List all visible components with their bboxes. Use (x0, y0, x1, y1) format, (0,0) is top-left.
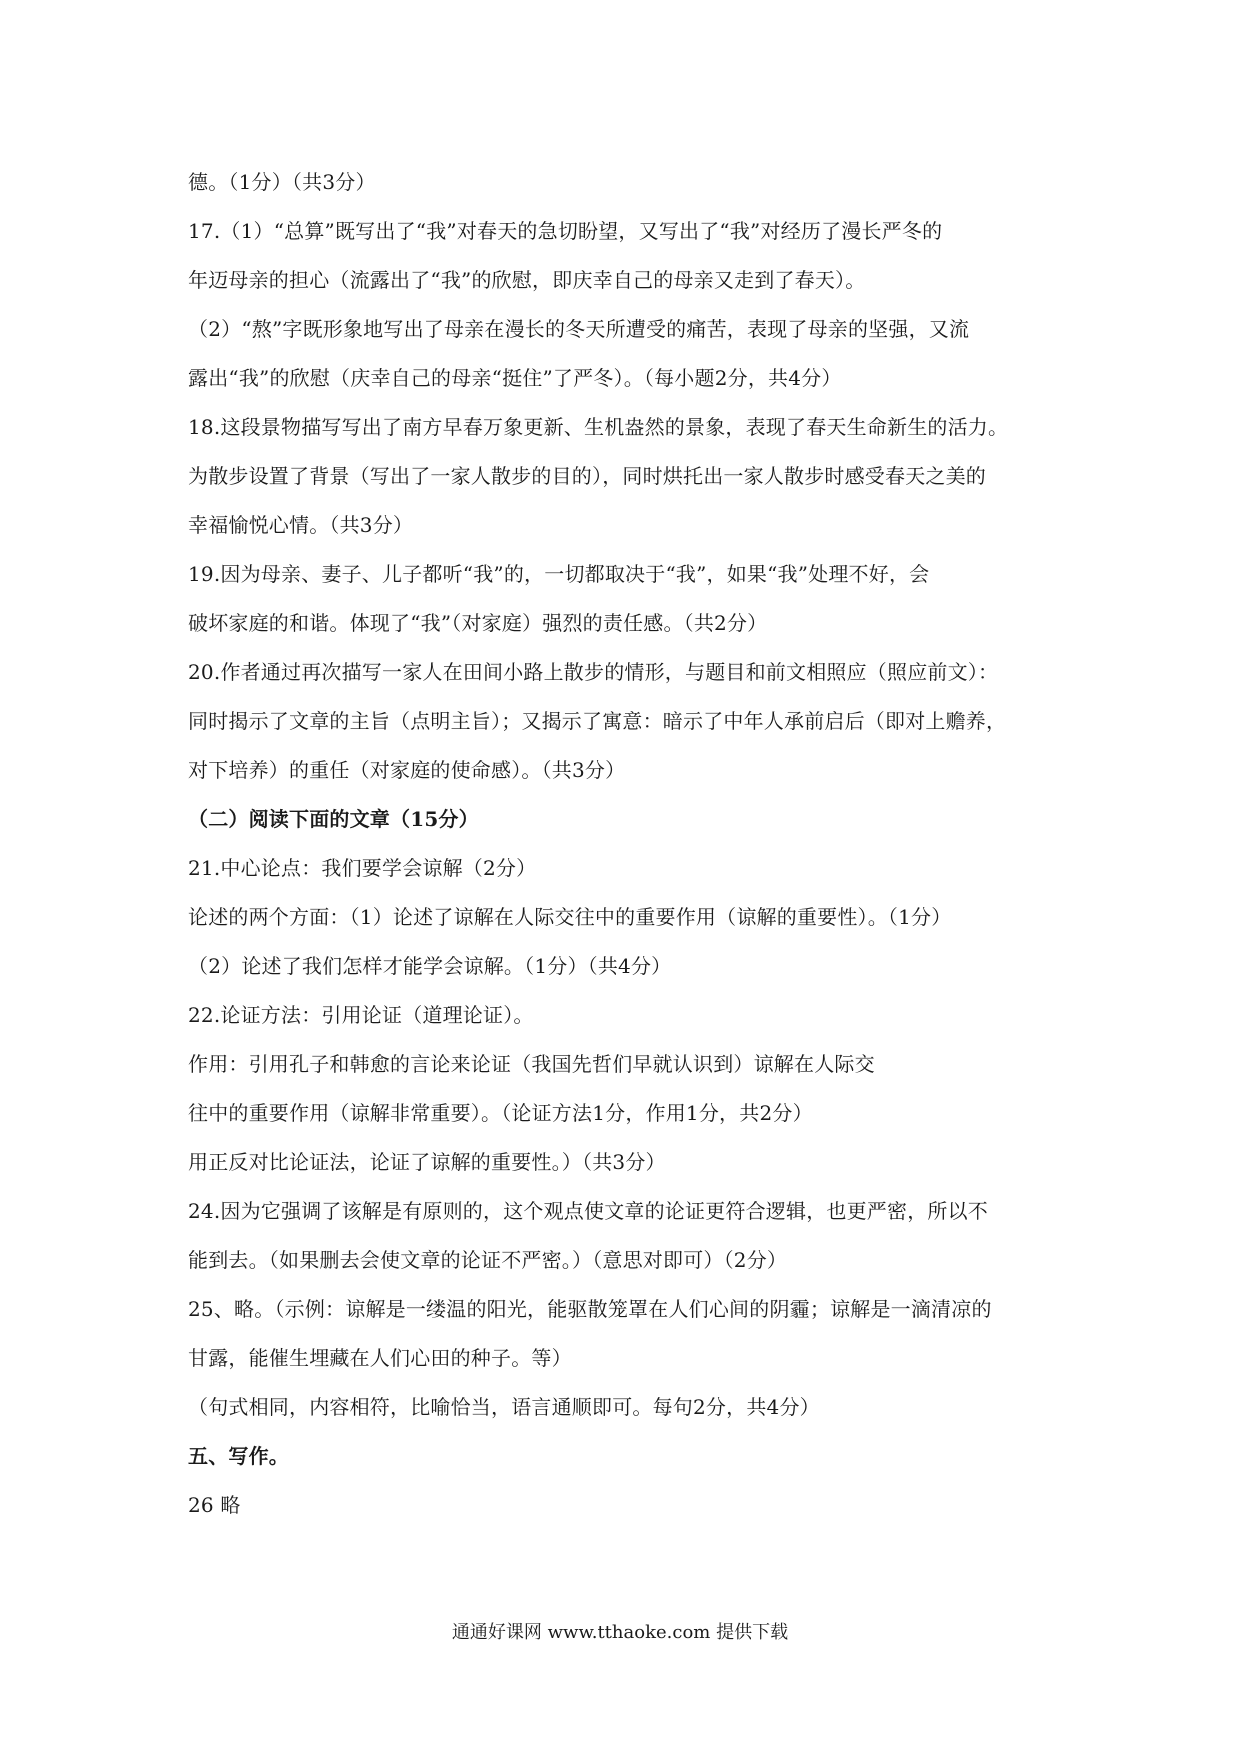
answer-26-line-1: 26 略 (188, 1493, 241, 1517)
answer-20-line-1: 20.作者通过再次描写一家人在田间小路上散步的情形，与题目和前文相照应（照应前文）： (188, 660, 999, 684)
answer-23-line-1: 用正反对比论证法，论证了谅解的重要性。）（共3分） (188, 1150, 666, 1174)
text-line: 德。（1分）（共3分） (188, 170, 376, 194)
answer-text-body (188, 158, 1068, 1530)
answer-22-line-2: 作用：引用孔子和韩愈的言论来论证（我国先哲们早就认识到）谅解在人际交 (188, 1052, 875, 1076)
page-footer: 通通好课网 www.tthaoke.com 提供下载 (451, 1622, 789, 1643)
answer-18-line-2: 为散步设置了背景（写出了一家人散步的目的），同时烘托出一家人散步时感受春天之美的 (188, 464, 986, 488)
answer-18-line-1: 18.这段景物描写写出了南方早春万象更新、生机盎然的景象，表现了春天生命新生的活力。 (188, 415, 1009, 439)
answer-24-line-2: 能到去。（如果删去会使文章的论证不严密。）（意思对即可）（2分） (188, 1248, 788, 1272)
answer-22-line-1: 22.论证方法：引用论证（道理论证）。 (188, 1003, 534, 1027)
answer-20-line-2: 同时揭示了文章的主旨（点明主旨）；又揭示了寓意：暗示了中年人承前启后（即对上赡养， (188, 709, 1007, 733)
answer-19-line-1: 19.因为母亲、妻子、儿子都听“我”的，一切都取决于“我”，如果“我”处理不好，会 (188, 562, 930, 586)
answer-25-line-2: 甘露，能催生埋藏在人们心田的种子。等） (188, 1346, 572, 1370)
answer-17-line-4: 露出“我”的欣慰（庆幸自己的母亲“挺住”了严冬）。（每小题2分，共4分） (188, 366, 842, 390)
answer-17-line-2: 年迈母亲的担心（流露出了“我”的欣慰，即庆幸自己的母亲又走到了春天）。 (188, 268, 866, 292)
answer-21-line-3: （2）论述了我们怎样才能学会谅解。（1分）（共4分） (188, 954, 672, 978)
answer-25-line-3: （句式相同，内容相符，比喻恰当，语言通顺即可。每句2分，共4分） (188, 1395, 820, 1419)
answer-22-line-3: 往中的重要作用（谅解非常重要）。（论证方法1分，作用1分，共2分） (188, 1101, 813, 1125)
section-heading: （二）阅读下面的文章（15分） (188, 807, 479, 831)
answer-18-line-3: 幸福愉悦心情。（共3分） (188, 513, 414, 537)
answer-21-line-2: 论述的两个方面：（1）论述了谅解在人际交往中的重要作用（谅解的重要性）。（1分） (188, 905, 952, 929)
answer-17-line-3: （2）“熬”字既形象地写出了母亲在漫长的冬天所遭受的痛苦，表现了母亲的坚强，又流 (188, 317, 970, 341)
answer-17-line-1: 17.（1）“总算”既写出了“我”对春天的急切盼望，又写出了“我”对经历了漫长严冬的 (188, 219, 943, 243)
answer-20-line-3: 对下培养）的重任（对家庭的使命感）。（共3分） (188, 758, 626, 782)
answer-21-line-1: 21.中心论点：我们要学会谅解（2分） (188, 856, 537, 880)
answer-19-line-2: 破坏家庭的和谐。体现了“我”（对家庭）强烈的责任感。（共2分） (188, 611, 768, 635)
answer-24-line-1: 24.因为它强调了该解是有原则的，这个观点使文章的论证更符合逻辑，也更严密，所以不 (188, 1199, 989, 1223)
answer-25-line-1: 25、略。（示例：谅解是一缕温的阳光，能驱散笼罩在人们心间的阴霾；谅解是一滴清凉的 (188, 1297, 992, 1321)
section-heading-writing: 五、写作。 (188, 1444, 289, 1468)
